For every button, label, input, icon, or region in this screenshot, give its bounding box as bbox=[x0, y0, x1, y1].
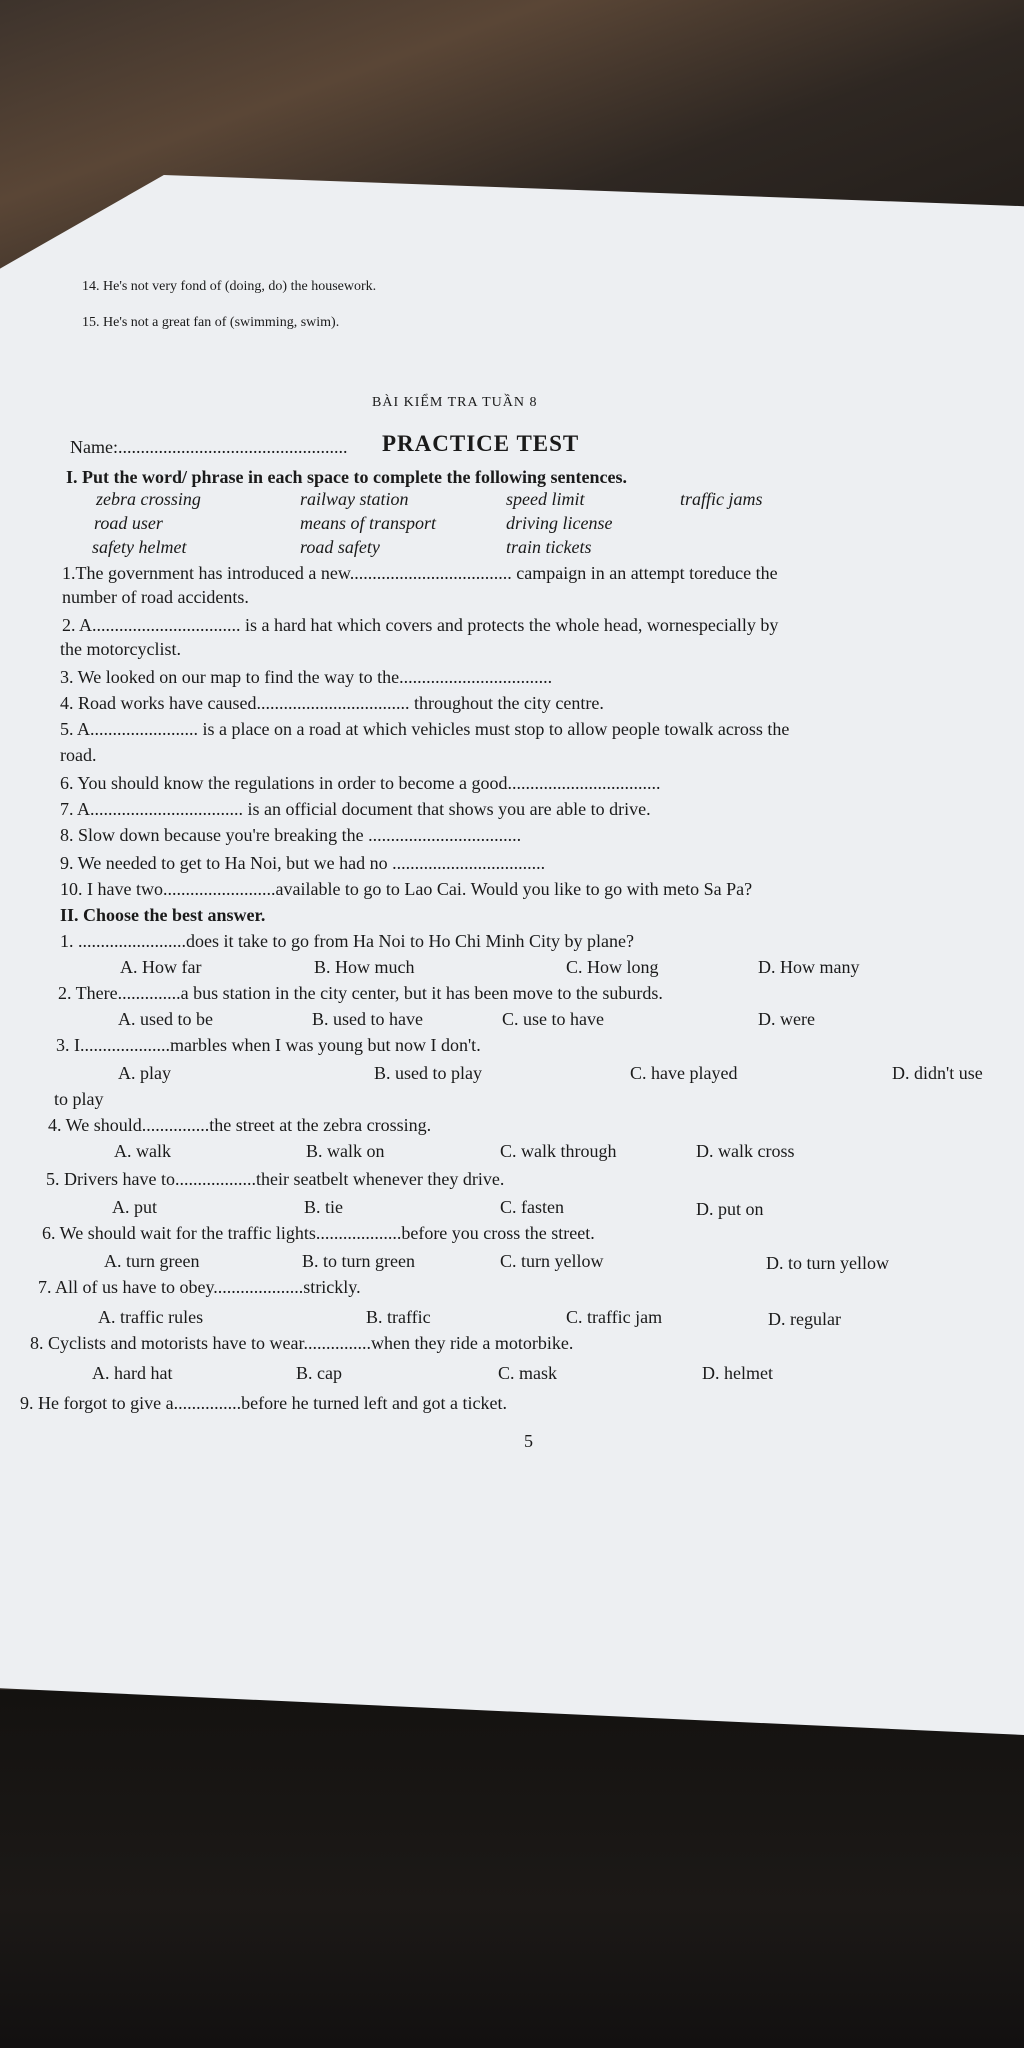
part1-heading: I. Put the word/ phrase in each space to complete the following sentences. bbox=[66, 467, 627, 487]
sentence-line: the motorcyclist. bbox=[60, 639, 181, 659]
answer-option: A. traffic rules bbox=[98, 1307, 204, 1327]
answer-option: B. cap bbox=[296, 1363, 342, 1383]
answer-option: D. were bbox=[758, 1009, 815, 1029]
sentence-line: 5. A........................ is a place on a road at which vehicles must stop to allow people towalk across the bbox=[60, 719, 790, 739]
sentence-line: 10. I have two.........................available to go to Lao Cai. Would you like to go with meto Sa Pa? bbox=[60, 879, 753, 899]
answer-option: D. How many bbox=[758, 957, 860, 977]
sentence-line: 3. We looked on our map to find the way to the.................................. bbox=[60, 667, 553, 687]
word-bank-item: means of transport bbox=[300, 513, 437, 533]
answer-option: D. regular bbox=[768, 1309, 841, 1329]
word-bank-item: driving license bbox=[506, 513, 613, 533]
page-number: 5 bbox=[524, 1431, 533, 1451]
word-bank-item: traffic jams bbox=[680, 489, 763, 509]
answer-option: C. traffic jam bbox=[566, 1307, 663, 1327]
answer-option: B. traffic bbox=[366, 1307, 431, 1327]
sentence-line: 2. A................................. is a hard hat which covers and protects the whole head, wornespecially by bbox=[62, 615, 779, 635]
answer-option-continued: to play bbox=[54, 1089, 104, 1109]
answer-option: A. play bbox=[118, 1063, 171, 1083]
sentence-line: road. bbox=[60, 745, 97, 765]
answer-option: D. put on bbox=[696, 1199, 764, 1219]
answer-option: A. walk bbox=[114, 1141, 171, 1161]
answer-option: C. fasten bbox=[500, 1197, 564, 1217]
question-line: 1. ........................does it take to go from Ha Noi to Ho Chi Minh City by plane? bbox=[60, 931, 634, 951]
answer-option: A. used to be bbox=[118, 1009, 213, 1029]
sentence-line: number of road accidents. bbox=[62, 587, 249, 607]
word-bank-item: zebra crossing bbox=[96, 489, 201, 509]
name-label: Name:................................................... bbox=[70, 437, 348, 457]
question-line: 8. Cyclists and motorists have to wear...............when they ride a motorbike. bbox=[30, 1333, 574, 1353]
part2-heading: II. Choose the best answer. bbox=[60, 905, 266, 925]
sentence-line: 7. A.................................. is an official document that shows you are able to drive. bbox=[60, 799, 651, 819]
answer-option: D. walk cross bbox=[696, 1141, 795, 1161]
answer-option: D. to turn yellow bbox=[766, 1253, 889, 1273]
answer-option: B. used to play bbox=[374, 1063, 482, 1083]
answer-option: B. walk on bbox=[306, 1141, 385, 1161]
word-bank-item: train tickets bbox=[506, 537, 592, 557]
answer-option: B. used to have bbox=[312, 1009, 423, 1029]
question-line: 5. Drivers have to..................their seatbelt whenever they drive. bbox=[46, 1169, 505, 1189]
answer-option: A. turn green bbox=[104, 1251, 200, 1271]
word-bank-item: safety helmet bbox=[92, 537, 187, 557]
sentence-line: 6. You should know the regulations in order to become a good.................................. bbox=[60, 773, 661, 793]
prev-question-14: 14. He's not very fond of (doing, do) the housework. bbox=[82, 279, 377, 294]
answer-option: A. put bbox=[112, 1197, 157, 1217]
answer-option: B. How much bbox=[314, 957, 415, 977]
word-bank-item: speed limit bbox=[506, 489, 585, 509]
answer-option: B. tie bbox=[304, 1197, 343, 1217]
sentence-line: 1.The government has introduced a new.................................... campaign in an attempt toreduce the bbox=[62, 563, 778, 583]
answer-option: A. How far bbox=[120, 957, 202, 977]
page-title: PRACTICE TEST bbox=[382, 431, 580, 456]
question-line: 7. All of us have to obey....................strickly. bbox=[38, 1277, 361, 1297]
answer-option: D. didn't use bbox=[892, 1063, 983, 1083]
question-line: 3. I....................marbles when I was young but now I don't. bbox=[56, 1035, 481, 1055]
answer-option: C. mask bbox=[498, 1363, 558, 1383]
sentence-line: 4. Road works have caused.................................. throughout the city centre. bbox=[60, 693, 604, 713]
answer-option: C. have played bbox=[630, 1063, 738, 1083]
sentence-line: 9. We needed to get to Ha Noi, but we had no .................................. bbox=[60, 853, 546, 873]
sentence-line: 8. Slow down because you're breaking the .................................. bbox=[60, 825, 522, 845]
answer-option: A. hard hat bbox=[92, 1363, 173, 1383]
word-bank-item: road safety bbox=[300, 537, 380, 557]
answer-option: C. turn yellow bbox=[500, 1251, 604, 1271]
answer-option: D. helmet bbox=[702, 1363, 773, 1383]
question-line: 6. We should wait for the traffic lights...................before you cross the street. bbox=[42, 1223, 595, 1243]
answer-option: B. to turn green bbox=[302, 1251, 415, 1271]
word-bank-item: road user bbox=[94, 513, 163, 533]
answer-option: C. walk through bbox=[500, 1141, 617, 1161]
answer-option: C. use to have bbox=[502, 1009, 604, 1029]
prev-question-15: 15. He's not a great fan of (swimming, swim). bbox=[82, 315, 340, 330]
worksheet-header: BÀI KIỂM TRA TUẦN 8 bbox=[372, 395, 538, 410]
word-bank-item: railway station bbox=[300, 489, 409, 509]
question-line: 4. We should...............the street at the zebra crossing. bbox=[48, 1115, 432, 1135]
question-line: 9. He forgot to give a...............before he turned left and got a ticket. bbox=[20, 1393, 508, 1413]
question-line: 2. There..............a bus station in the city center, but it has been move to the suburds. bbox=[58, 983, 663, 1003]
answer-option: C. How long bbox=[566, 957, 659, 977]
